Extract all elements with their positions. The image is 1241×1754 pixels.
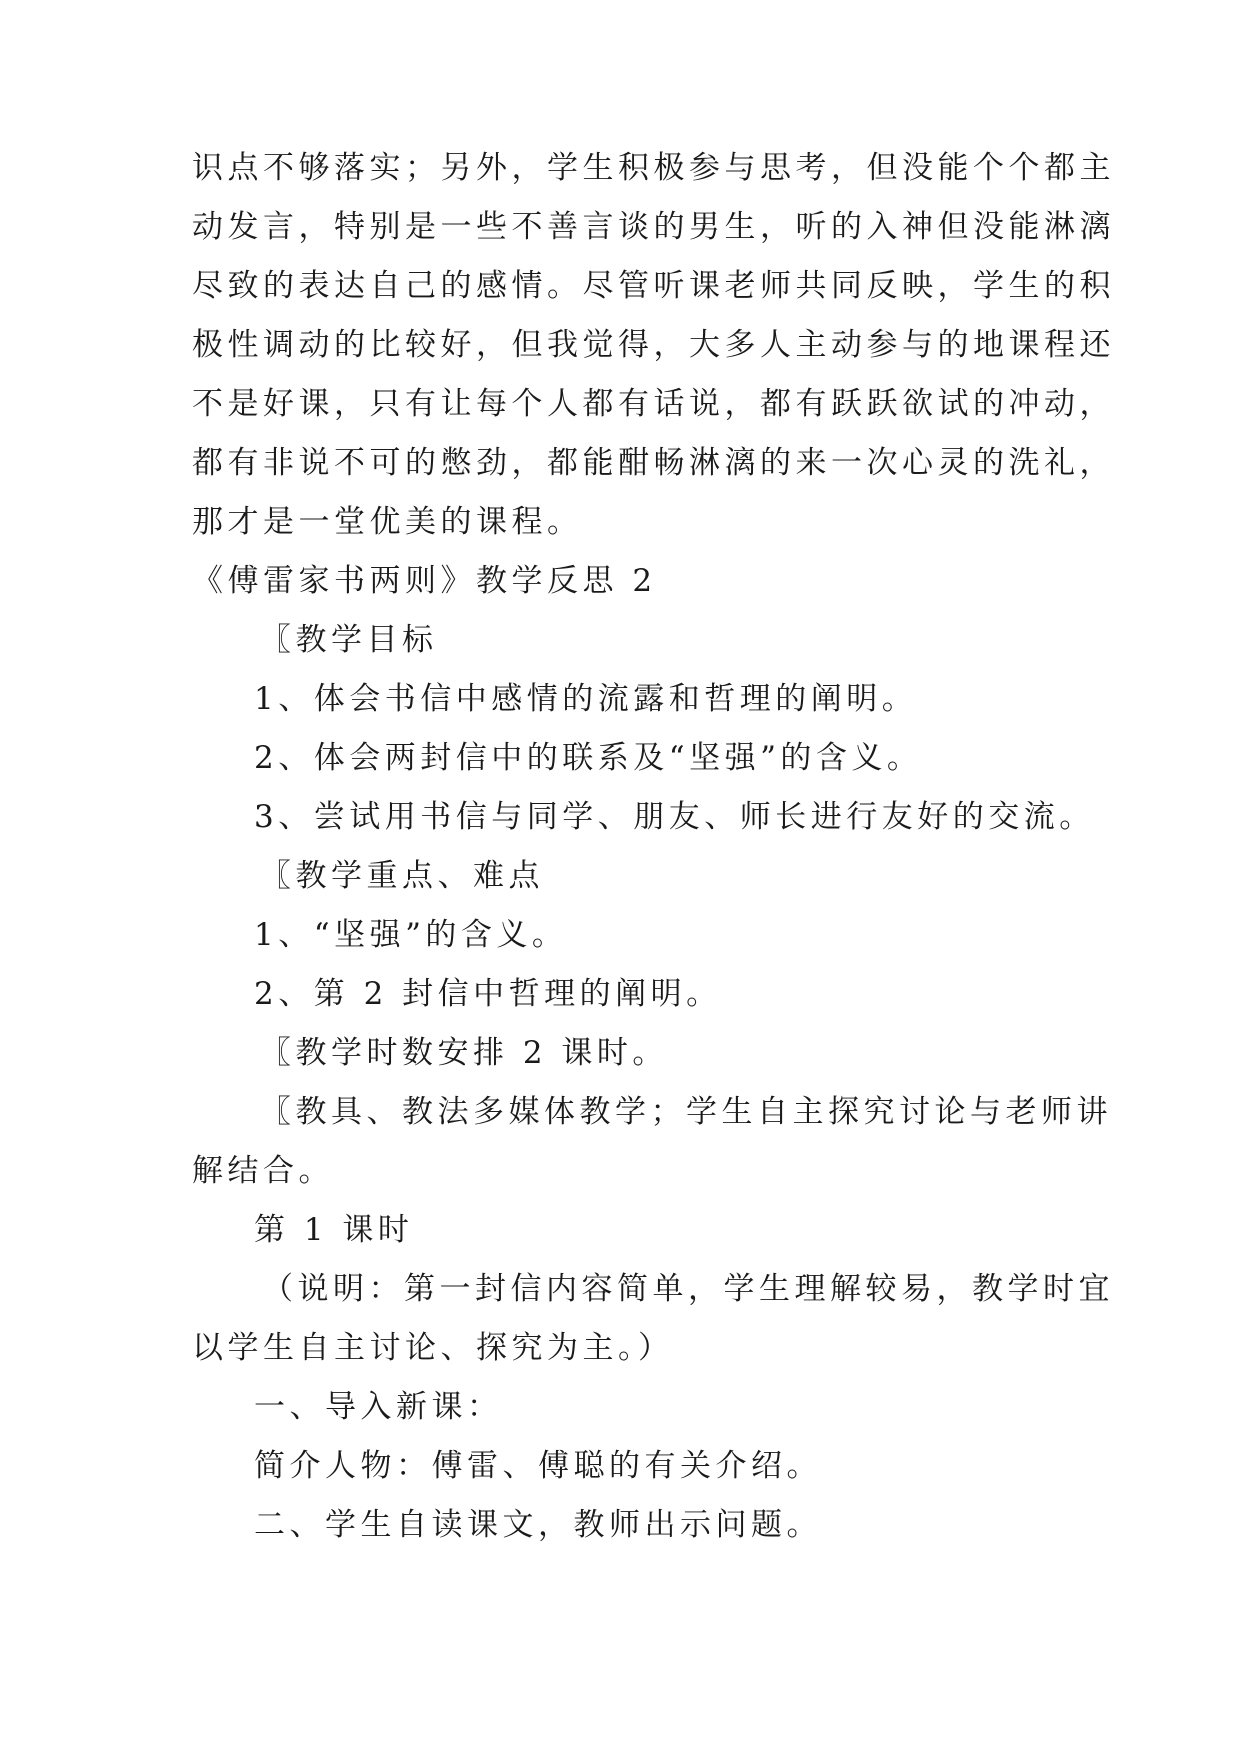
intro-line-2: 动发言，特别是一些不善言谈的男生，听的入神但没能淋漓 bbox=[192, 209, 1115, 245]
schedule-line: 〖教学时数安排 2 课时。 bbox=[260, 1035, 668, 1071]
intro-line-6: 都有非说不可的憋劲，都能酣畅淋漓的来一次心灵的洗礼， bbox=[192, 445, 1115, 481]
key-points-heading: 〖教学重点、难点 bbox=[260, 858, 544, 894]
step-1-detail: 简介人物：傅雷、傅聪的有关介绍。 bbox=[254, 1448, 822, 1484]
section-title: 《傅雷家书两则》教学反思 2 bbox=[192, 563, 657, 599]
note-line-2: 以学生自主讨论、探究为主。） bbox=[192, 1330, 674, 1366]
intro-line-3: 尽致的表达自己的感情。尽管听课老师共同反映，学生的积 bbox=[192, 268, 1115, 304]
step-2-heading: 二、学生自读课文，教师出示问题。 bbox=[254, 1507, 822, 1543]
note-line-1: （说明：第一封信内容简单，学生理解较易，教学时宜 bbox=[262, 1271, 1114, 1307]
goal-item-2: 2、体会两封信中的联系及“坚强”的含义。 bbox=[254, 740, 923, 776]
intro-line-4: 极性调动的比较好，但我觉得，大多人主动参与的地课程还 bbox=[192, 327, 1115, 363]
key-point-2: 2、第 2 封信中哲理的阐明。 bbox=[254, 976, 722, 1012]
lesson-title: 第 1 课时 bbox=[254, 1212, 414, 1248]
intro-line-5: 不是好课，只有让每个人都有话说，都有跃跃欲试的冲动， bbox=[192, 386, 1115, 422]
intro-line-1: 识点不够落实；另外，学生积极参与思考，但没能个个都主 bbox=[192, 150, 1115, 186]
methods-line-2: 解结合。 bbox=[192, 1153, 334, 1189]
methods-line-1: 〖教具、教法多媒体教学；学生自主探究讨论与老师讲 bbox=[260, 1094, 1112, 1130]
goal-item-1: 1、体会书信中感情的流露和哲理的阐明。 bbox=[254, 681, 918, 717]
intro-line-7: 那才是一堂优美的课程。 bbox=[192, 504, 583, 540]
step-1-heading: 一、导入新课： bbox=[254, 1389, 503, 1425]
key-point-1: 1、“坚强”的含义。 bbox=[254, 917, 568, 953]
goals-heading: 〖教学目标 bbox=[260, 622, 438, 658]
goal-item-3: 3、尝试用书信与同学、朋友、师长进行友好的交流。 bbox=[254, 799, 1095, 835]
